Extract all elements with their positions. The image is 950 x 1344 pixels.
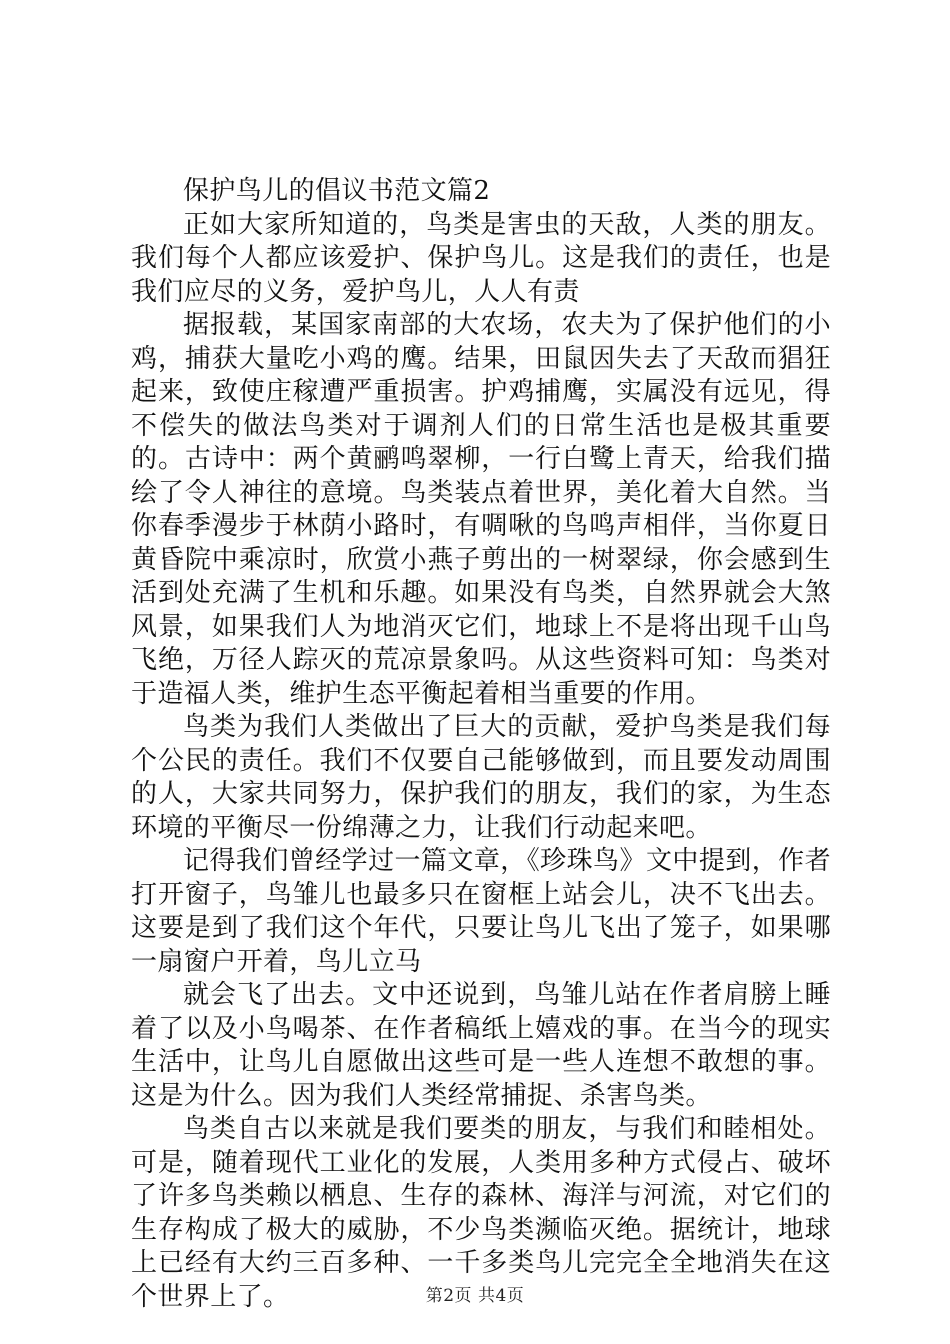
- page-number-footer: 第2页 共4页: [425, 1286, 525, 1306]
- paragraph-5: 就会飞了出去。文中还说到，鸟雏儿站在作者肩膀上睡着了以及小鸟喝茶、在作者稿纸上嬉戏的事。在当今的现实生活中，让鸟儿自愿做出这些可是一些人连想不敢想的事。这是为什么。因为我们人类经常捕捉、杀害鸟类。: [131, 980, 831, 1111]
- document-title: 保护鸟儿的倡议书范文篇2: [183, 176, 491, 206]
- paragraph-2: 据报载，某国家南部的大农场，农夫为了保护他们的小鸡，捕获大量吃小鸡的鹰。结果，田鼠因失去了天敌而猖狂起来，致使庄稼遭严重损害。护鸡捕鹰，实属没有远见，得不偿失的做法鸟类对于调剂人们的日常生活也是极其重要的。古诗中：两个黄鹂鸣翠柳，一行白鹭上青天，给我们描绘了令人神往的意境。鸟类装点着世界，美化着大自然。当你春季漫步于林荫小路时，有啁啾的鸟鸣声相伴，当你夏日黄昏院中乘凉时，欣赏小燕子剪出的一树翠绿，你会感到生活到处充满了生机和乐趣。如果没有鸟类，自然界就会大煞风景，如果我们人为地消灭它们，地球上不是将出现千山鸟飞绝，万径人踪灭的荒凉景象吗。从这些资料可知：鸟类对于造福人类，维护生态平衡起着相当重要的作用。: [131, 310, 831, 709]
- document-body: [131, 175, 831, 1314]
- paragraph-4: 记得我们曾经学过一篇文章，《珍珠鸟》文中提到，作者打开窗子，鸟雏儿也最多只在窗框上站会儿，决不飞出去。这要是到了我们这个年代，只要让鸟儿飞出了笼子，如果哪一扇窗户开着，鸟儿立马: [131, 846, 831, 977]
- paragraph-3: 鸟类为我们人类做出了巨大的贡献，爱护鸟类是我们每个公民的责任。我们不仅要自己能够做到，而且要发动周围的人，大家共同努力，保护我们的朋友，我们的家，为生态环境的平衡尽一份绵薄之力，让我们行动起来吧。: [131, 712, 831, 843]
- paragraph-1: 正如大家所知道的，鸟类是害虫的天敌，人类的朋友。我们每个人都应该爱护、保护鸟儿。这是我们的责任，也是我们应尽的义务，爱护鸟儿，人人有责: [131, 209, 831, 307]
- paragraph-6: 鸟类自古以来就是我们要类的朋友，与我们和睦相处。可是，随着现代工业化的发展，人类用多种方式侵占、破坏了许多鸟类赖以栖息、生存的森林、海洋与河流，对它们的生存构成了极大的威胁，不少鸟类濒临灭绝。据统计，地球上已经有大约三百多种、一千多类鸟儿完完全全地消失在这个世界上了。: [131, 1114, 831, 1312]
